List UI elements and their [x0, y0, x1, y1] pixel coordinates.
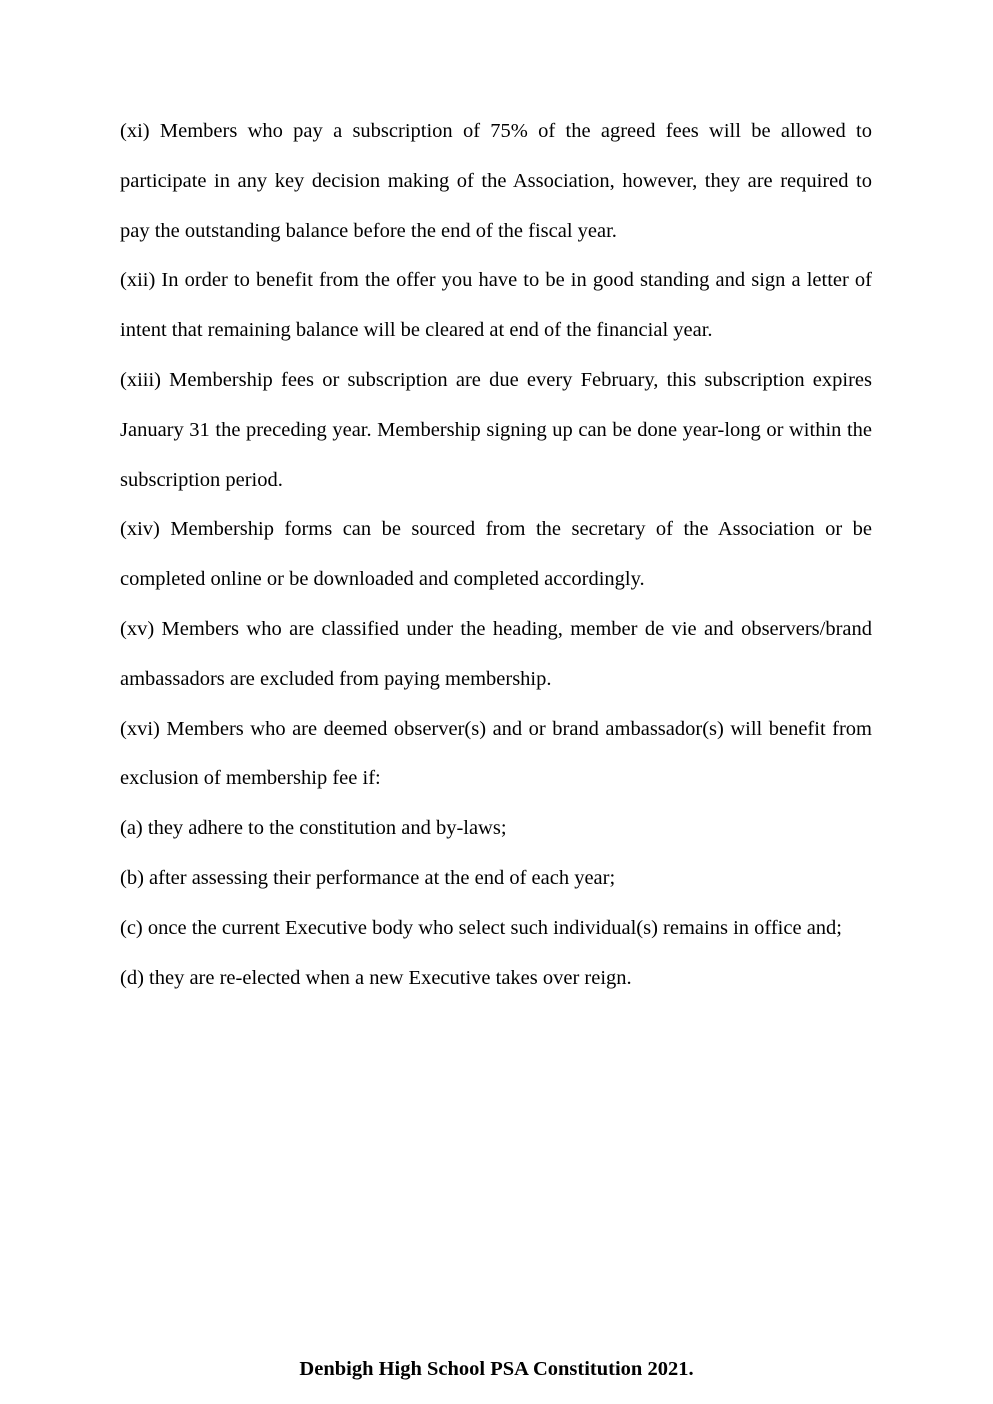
clause-xvi: (xvi) Members who are deemed observer(s) and or brand ambassador(s) will benefit from exclusion of membership fee if:	[120, 717, 872, 790]
condition-d: (d) they are re-elected when a new Executive takes over reign.	[120, 966, 632, 989]
clause-xii: (xii) In order to benefit from the offer you have to be in good standing and sign a letter of intent that remaining balance will be cleared at end of the financial year.	[120, 269, 872, 342]
document-body	[120, 107, 872, 1003]
condition-b: (b) after assessing their performance at the end of each year;	[120, 866, 616, 889]
clause-xi: (xi) Members who pay a subscription of 75% of the agreed fees will be allowed to participate in any key decision making of the Association, however, they are required to pay the outstanding balance before the end of the fiscal year.	[120, 120, 872, 242]
condition-c: (c) once the current Executive body who select such individual(s) remains in office and;	[120, 916, 842, 939]
condition-a: (a) they adhere to the constitution and by-laws;	[120, 817, 507, 840]
clause-xiv: (xiv) Membership forms can be sourced from the secretary of the Association or be completed online or be downloaded and completed accordingly.	[120, 518, 872, 591]
clause-xiii: (xiii) Membership fees or subscription are due every February, this subscription expires January 31 the preceding year. Membership signing up can be done year-long or within the subscription period.	[120, 368, 872, 491]
clause-xv: (xv) Members who are classified under the heading, member de vie and observers/brand ambassadors are excluded from paying membership.	[120, 617, 872, 690]
page-footer: Denbigh High School PSA Constitution 2021.	[299, 1358, 694, 1380]
